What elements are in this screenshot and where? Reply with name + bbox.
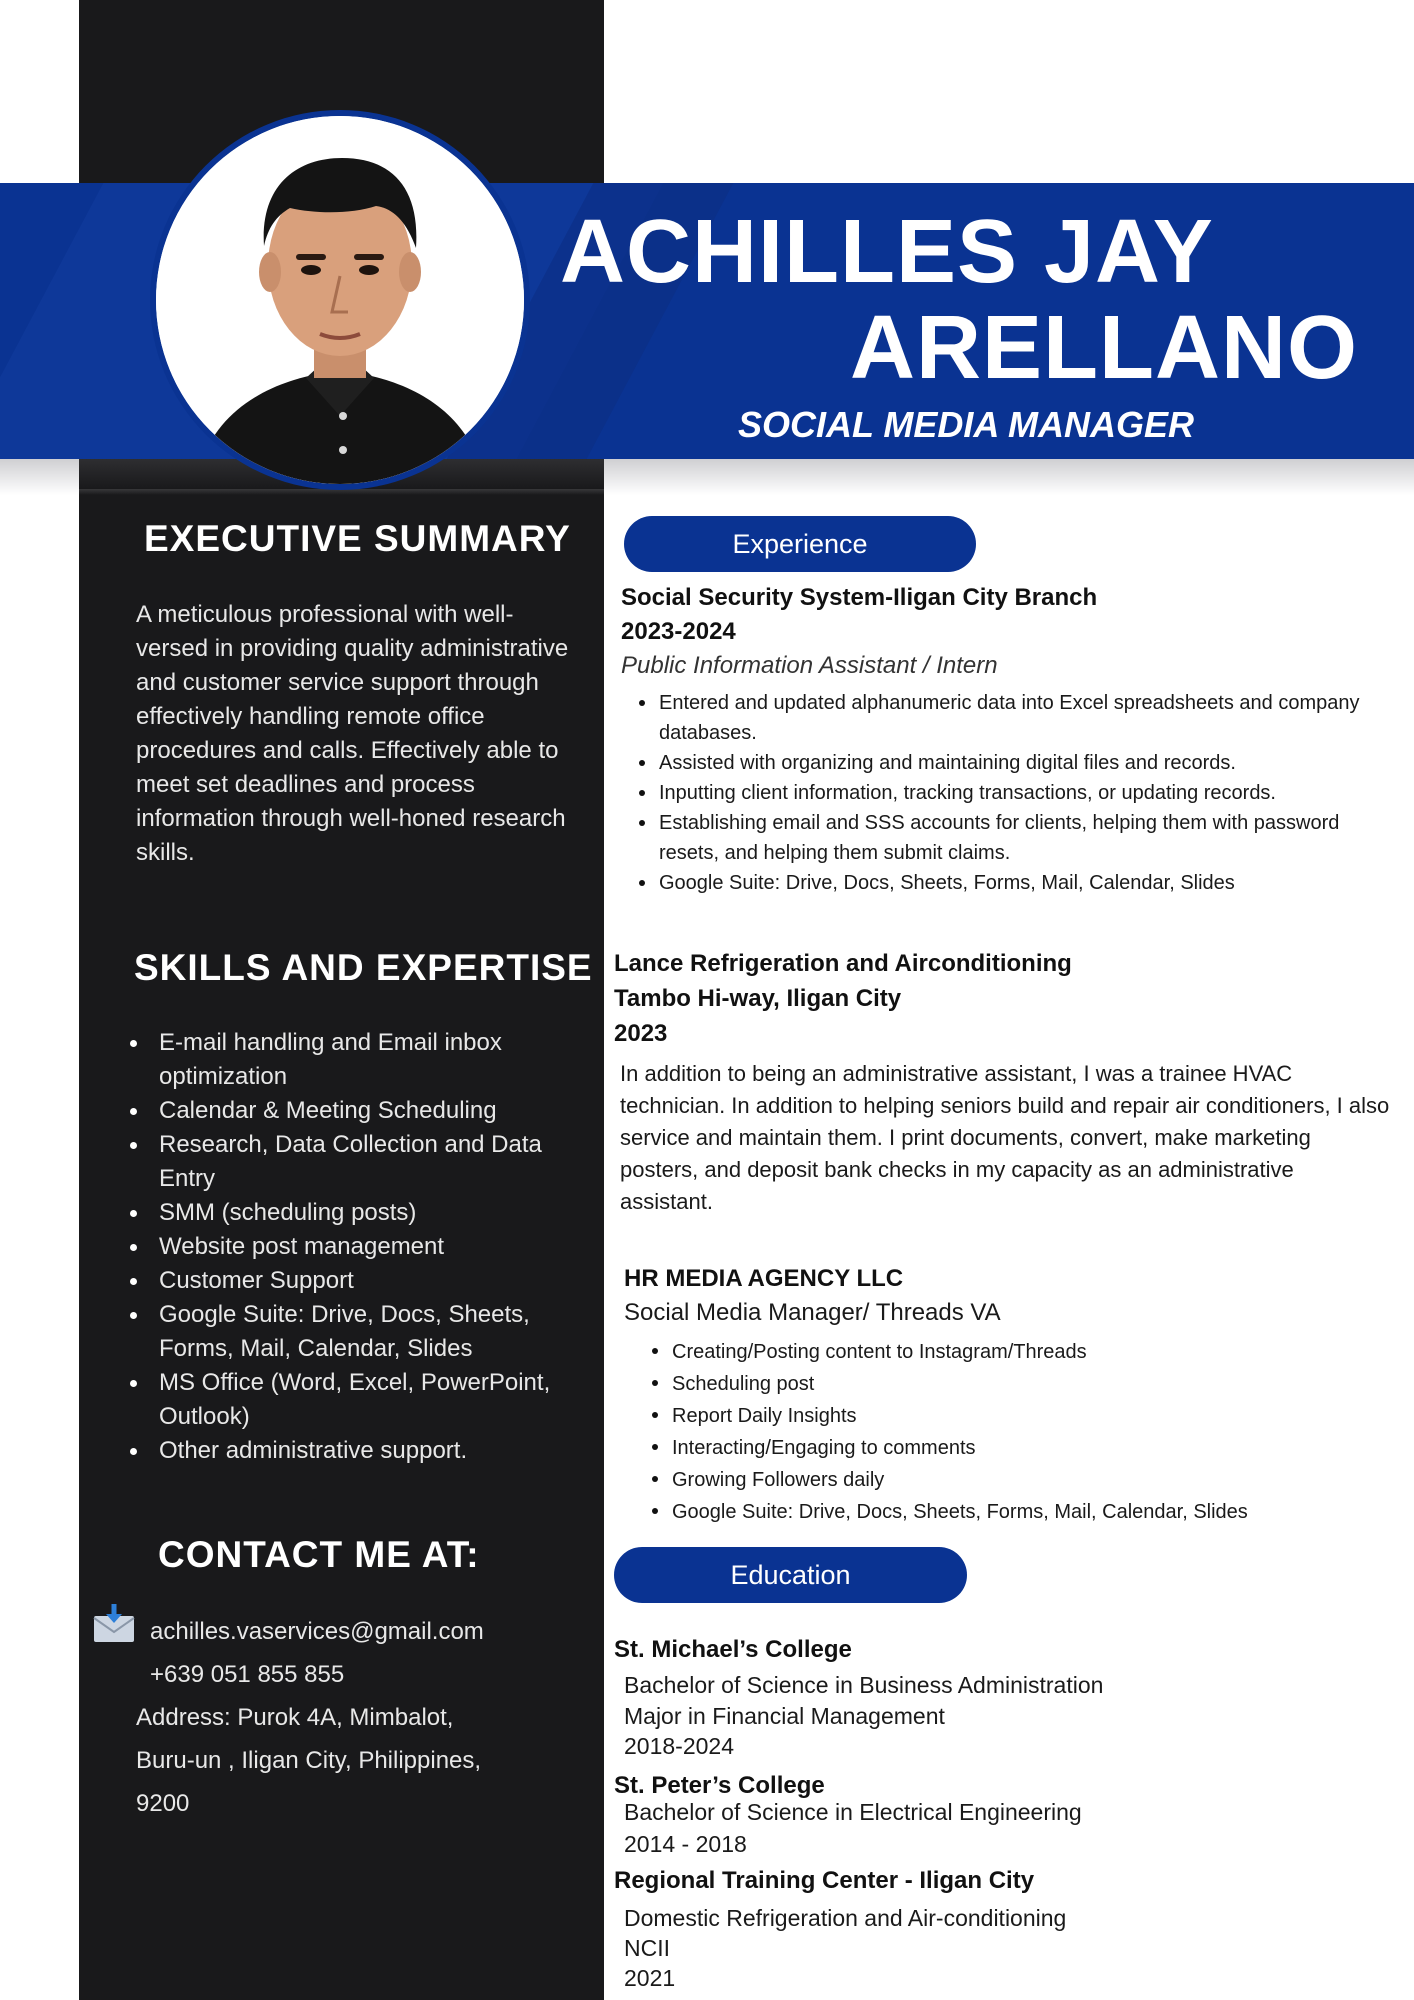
list-item: Scheduling post: [652, 1368, 1372, 1400]
job-role: SOCIAL MEDIA MANAGER: [738, 404, 1195, 445]
list-item: Other administrative support.: [130, 1434, 590, 1468]
summary-heading: EXECUTIVE SUMMARY: [144, 518, 571, 559]
school1-major: Major in Financial Management: [624, 1703, 945, 1729]
school2-degree: Bachelor of Science in Electrical Engineering: [624, 1799, 1082, 1825]
name-first: ACHILLES JAY: [560, 202, 1214, 302]
job2-description: In addition to being an administrative assistant, I was a trainee HVAC technician. In addition to helping seniors build and repair air conditioners, I also service and maintain them. I print documents, convert, make marketing posters, and deposit bank checks in my capacity as an administrative assistant.: [620, 1061, 1390, 1214]
portrait-illustration: [156, 116, 524, 484]
school3-program: Domestic Refrigeration and Air-conditioning: [624, 1905, 1067, 1931]
job3-title: Social Media Manager/ Threads VA: [624, 1299, 1001, 1326]
job3-bullets: [652, 1336, 1372, 1528]
school2-name: St. Peter’s College: [614, 1772, 825, 1799]
list-item: Entered and updated alphanumeric data into Excel spreadsheets and company databases.: [639, 688, 1379, 748]
list-item: Google Suite: Drive, Docs, Sheets, Forms, Mail, Calendar, Slides: [639, 868, 1379, 898]
school1-degree: Bachelor of Science in Business Administration: [624, 1672, 1104, 1698]
list-item: Establishing email and SSS accounts for clients, helping them with password resets, and helping them submit claims.: [639, 808, 1379, 868]
list-item: Growing Followers daily: [652, 1464, 1372, 1496]
school1-name: St. Michael’s College: [614, 1636, 852, 1663]
list-item: MS Office (Word, Excel, PowerPoint, Outlook): [130, 1366, 590, 1434]
school1-years: 2018-2024: [624, 1733, 734, 1759]
job2-years: 2023: [614, 1020, 668, 1047]
job1-company: Social Security System-Iligan City Branch: [621, 584, 1098, 611]
list-item: Interacting/Engaging to comments: [652, 1432, 1372, 1464]
list-item: Customer Support: [130, 1264, 590, 1298]
list-item: Creating/Posting content to Instagram/Threads: [652, 1336, 1372, 1368]
skills-heading: SKILLS AND EXPERTISE: [134, 947, 593, 988]
school3-name: Regional Training Center - Iligan City: [614, 1867, 1035, 1894]
school3-level: NCII: [624, 1935, 670, 1961]
list-item: E-mail handling and Email inbox optimization: [130, 1026, 590, 1094]
contact-address-line2: Buru-un , Iligan City, Philippines,: [136, 1747, 482, 1774]
job1-title: Public Information Assistant / Intern: [621, 652, 998, 679]
contact-phone: +639 051 855 855: [150, 1661, 345, 1688]
contact-email[interactable]: achilles.vaservices@gmail.com: [150, 1618, 484, 1645]
list-item: Website post management: [130, 1230, 590, 1264]
job1-bullets: [639, 688, 1379, 898]
school2-years: 2014 - 2018: [624, 1831, 747, 1857]
name-last: ARELLANO: [850, 298, 1358, 398]
contact-address-line1: Address: Purok 4A, Mimbalot,: [136, 1704, 454, 1731]
list-item: SMM (scheduling posts): [130, 1196, 590, 1230]
summary-text: A meticulous professional with well-versed in providing quality administrative and customer service support through effectively handling remote office procedures and calls. Effectively able to meet set deadlines and process information through well-honed research skills.: [136, 601, 569, 866]
list-item: Calendar & Meeting Scheduling: [130, 1094, 590, 1128]
job3-company: HR MEDIA AGENCY LLC: [624, 1265, 904, 1292]
list-item: Report Daily Insights: [652, 1400, 1372, 1432]
experience-pill: Experience: [624, 516, 976, 572]
education-pill: Education: [614, 1547, 967, 1603]
job2-company: Lance Refrigeration and Airconditioning: [614, 950, 1072, 977]
list-item: Assisted with organizing and maintaining digital files and records.: [639, 748, 1379, 778]
list-item: Google Suite: Drive, Docs, Sheets, Forms, Mail, Calendar, Slides: [130, 1298, 590, 1366]
contact-address-line3: 9200: [136, 1790, 190, 1817]
school3-years: 2021: [624, 1965, 676, 1991]
list-item: Google Suite: Drive, Docs, Sheets, Forms, Mail, Calendar, Slides: [652, 1496, 1372, 1528]
list-item: Inputting client information, tracking transactions, or updating records.: [639, 778, 1379, 808]
skills-list: [130, 1026, 590, 1468]
profile-photo: [150, 110, 530, 490]
job2-location: Tambo Hi-way, Iligan City: [614, 985, 902, 1012]
job1-years: 2023-2024: [621, 618, 736, 645]
contact-heading: CONTACT ME AT:: [158, 1534, 480, 1575]
list-item: Research, Data Collection and Data Entry: [130, 1128, 590, 1196]
envelope-icon: [92, 1604, 136, 1644]
